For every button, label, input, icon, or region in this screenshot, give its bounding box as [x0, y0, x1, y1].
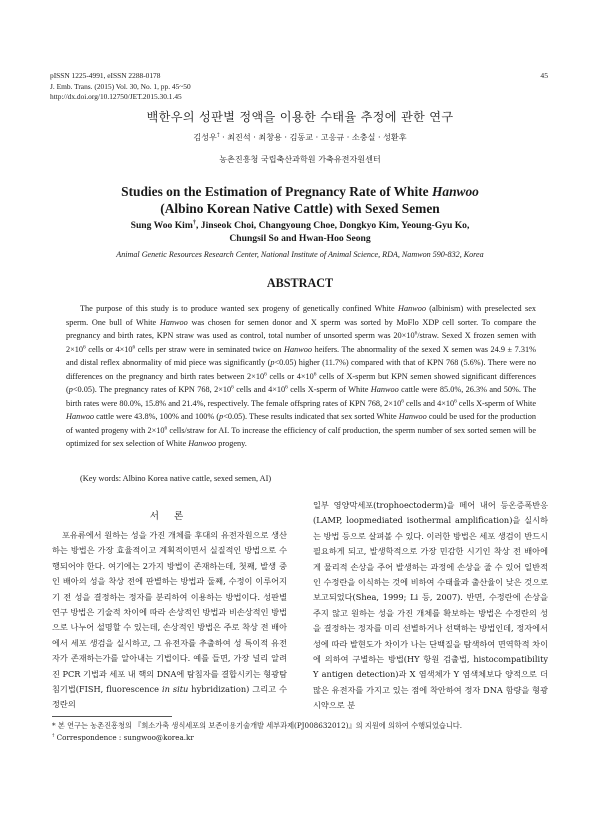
korean-authors — [0, 132, 600, 143]
korean-title: 백한우의 성판별 정액을 이용한 수태율 추정에 관한 연구 — [146, 110, 454, 124]
page-number: 45 — [540, 71, 548, 80]
body-right-column: 일부 영양막세포(trophoectoderm)을 떼어 내어 등온증폭반응(LAMP, loopmediated isothermal amplification)을 실시하는 방법 등으로 살펴볼 수 있다. 이러한 방법은 세포 생검이 반드시 필요하게 되고, 발생학적으로 가장 민감한 시기인 착상 전 배아에게 물리적 손상을 주어 발생하는 과정에 손상을 줄 수 있어 일반적인 수정란을 이식하는 것에 비하여 수태율과 출산율이 낮은 것으로 보고되었다(Shea, 1999; Li 등, 2007). 반면, 수정란에 손상을 주지 않고 원하는 성을 가진 개체를 확보하는 방법은 수정란의 성을 결정하는 정자를 미리 선별하거나 선택하는 방법인데, 정자에서 성에 따라 발현도가 차이가 나는 단백질을 탐색하여 면역학적 차이에 의하여 구별하는 방법(HY 항원 검출법, histocompatibility Y antigen detection)과 X 염색체가 Y 염색체보다 양적으로 더 많은 유전자를 가지고 있는 점에 착안하여 정자 DNA 함량을 형광시약으로 분 — [313, 500, 548, 711]
english-authors: Sung Woo Kim†, Jinseok Choi, Changyoung Choe, Dongkyo Kim, Yeoung-Gyu Ko, Chungsil So and Hwan-Hoo Seong — [130, 218, 470, 244]
english-affiliation: Animal Genetic Resources Research Center, National Institute of Animal Science, RDA, Namwon 590-832, Korea — [116, 250, 484, 259]
issn-line: pISSN 1225-4991, eISSN 2288-0178 — [50, 71, 161, 80]
correspondence-mark: † — [216, 132, 220, 139]
journal-citation: J. Emb. Trans. (2015) Vol. 30, No. 1, pp. 45~50 — [50, 81, 191, 91]
footnote-divider — [52, 716, 172, 717]
abstract-body: The purpose of this study is to produce wanted sex progeny of genetically confined White Hanwoo (albinism) with preselected sex sperm. One bull of White Hanwoo was chosen for semen donor and X sperm was sorted by MoFlo XDP cell sorter. To compare the pregnancy and birth rates, KPN straw was used as control, total number of unsorted sperm was $20\times 10^6$/straw. Sexed X frozen semen with $2\times 10^6$ cells or $4\times 10^6$ cells per straw were in seminated twice on Hanwoo heifers. The abnormality of the sexed X semen was 24.9 ± 7.31% and distal reflex abnormality of mid piece was significantly (p<0.05) higher (11.7%) compared with that of KPN 768 (5.6%). There were no differences on the pregnancy and birth rates between $2\times 10^6$ cells or $4\times 10^6$ cells of X-sperm but KPN semen showed significant differences (p<0.05). The pregnancy rates of KPN 768, $2\times 10^6$ cells and $4\times 10^6$ cells X-sperm of White Hanwoo cattle were 85.0%, 26.3% and 50%. The birth rates were 80.0%, 15.8% and 21.4%, respectively. The female offspring rates of KPN 768, $2\times 10^6$ cells and $4\times 10^6$ cells X-sperm of White Hanwoo cattle were 43.8%, 100% and 100% (p<0.05). These results indicated that sex sorted White Hanwoo could be used for the production of wanted progeny with $2\times 10^6$ cells/straw for AI. To increase the efficiency of calf production, the sperm number of sex sorted semen will be optimized for sex selection of White Hanwoo progeny. — [66, 304, 537, 448]
korean-affiliation: 농촌진흥청 국립축산과학원 가축유전자원센터 — [219, 154, 381, 164]
doi-link[interactable]: http://dx.doi.org/10.12750/JET.2015.30.1.45 — [50, 92, 182, 102]
english-title: Studies on the Estimation of Pregnancy Rate of White Hanwoo (Albino Korean Native Cattle) with Sexed Semen — [121, 184, 479, 216]
keywords: (Key words: Albino Korea native cattle, sexed semen, AI) — [80, 474, 272, 483]
correspondence-footnote: † Correspondence : sungwoo@korea.kr — [52, 733, 194, 742]
abstract-heading: ABSTRACT — [266, 276, 334, 290]
section-heading-introduction: 서 론 — [149, 511, 190, 522]
correspondence-email[interactable]: Correspondence : sungwoo@korea.kr — [54, 733, 194, 742]
body-left-column: 서 론 포유류에서 원하는 성을 가진 개체를 후대의 유전자원으로 생산하는 방법은 가장 효율적이고 계획적이면서 실질적인 방법으로 수행되어야 한다. 여기에는 2가지 방법이 존재하는데, 첫째, 발생 중인 배아의 성을 착상 전에 판별하는 방법과 둘째, 수정이 이루어지기 전 성을 결정하는 정자를 분리하여 이용하는 방법이다. 성판별 연구 방법은 기술적 차이에 따라 손상적인 방법과 비손상적인 방법으로 나누어 설명할 수 있는데, 손상적인 방법은 주로 착상 전 배아에서 세포 생검을 실시하고, 그 유전자를 추출하여 성 특이적 유전자가 존재하는가를 알아내는 기법이다. 예를 들면, 가장 널리 알려진 PCR 기법과 세포 내 핵의 DNA에 탐침자를 결합시키는 형광탐침기법(FISH, fluorescence in situ hybridization) 그리고 수정란의 — [52, 508, 287, 713]
korean-first-author: 김성우 — [193, 132, 217, 142]
funding-footnote: * 본 연구는 농촌진흥청의 『희소가축 생식세포의 보존이용기술개발 세부과제(PJ008632012)』의 지원에 의하여 수행되었습니다. — [52, 721, 463, 730]
korean-coauthors: · 최진석 · 최창용 · 김동교 · 고응규 · 소충실 · 성환후 — [219, 132, 407, 142]
journal-metadata — [50, 71, 191, 103]
